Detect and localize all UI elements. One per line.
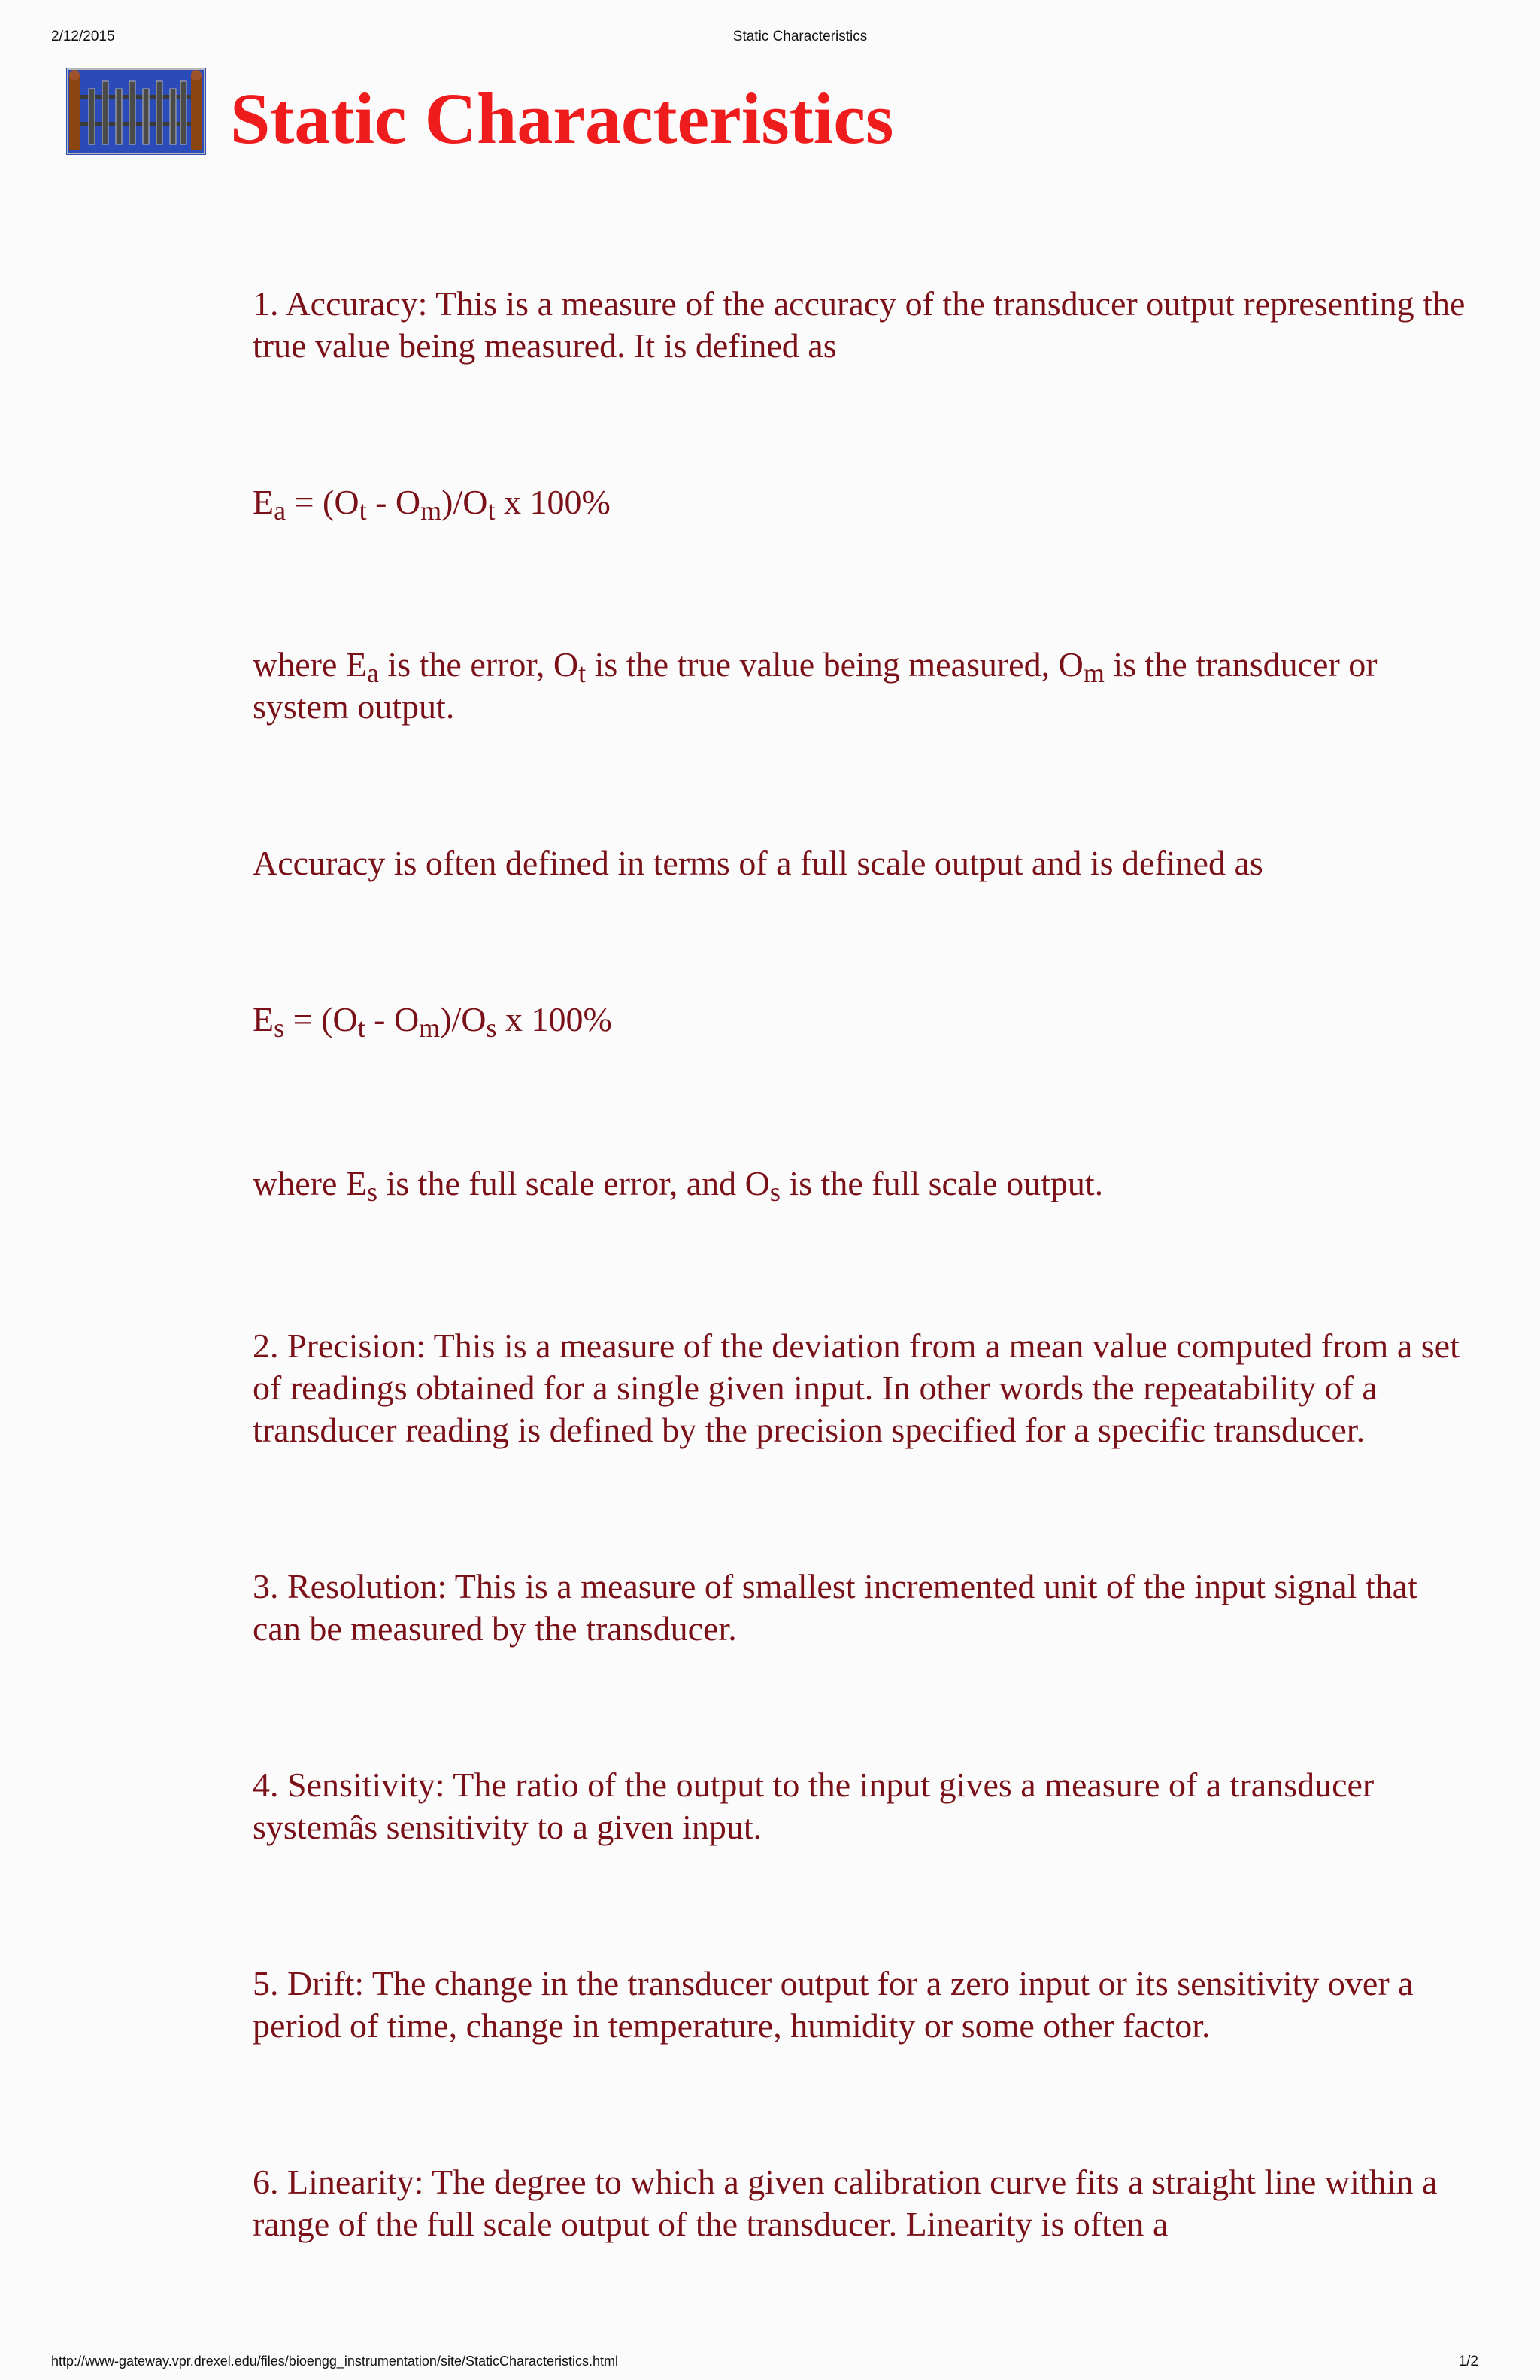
page-url: http://www-gateway.vpr.drexel.edu/files/bioengg_instrumentation/site/StaticCharacteristics.html [51,2354,619,2369]
page-number: 1/2 [1458,2354,1478,2369]
print-footer [0,2354,1540,2372]
main-content [253,283,1471,2245]
fence-icon [66,68,206,155]
precision-paragraph: 2. Precision: This is a measure of the deviation from a mean value computed from a set of readings obtained for a single given input. In other words the repeatability of a transducer reading is defined by the precision specified for a specific transducer. [253,1326,1460,1449]
print-title: Static Characteristics [732,29,868,44]
print-header [0,29,1540,47]
linearity-paragraph: 6. Linearity: The degree to which a given calibration curve fits a straight line within a range of the full scale output of the transducer. Linearity is often a [253,2163,1438,2243]
page-title: Static Characteristics [230,78,894,159]
print-date: 2/12/2015 [51,29,115,44]
drift-paragraph: 5. Drift: The change in the transducer output for a zero input or its sensitivity over a period of time, change in temperature, humidity or some other factor. [253,1964,1414,2045]
full-scale-equation: $E_s = (O_t - O_m)/O_s$ x 100% [253,1000,612,1043]
accuracy-where-paragraph: where $E_a$ is the error, $O_t$ is the true value being measured, $O_m$ is the transducer or system output. [253,645,1378,726]
accuracy-equation: $E_a = (O_t - O_m)/O_t$ x 100% [253,483,611,526]
resolution-paragraph: 3. Resolution: This is a measure of smallest incremented unit of the input signal that can be measured by the transducer. [253,1567,1417,1648]
accuracy-paragraph: 1. Accuracy: This is a measure of the accuracy of the transducer output representing the true value being measured. It is defined as [253,284,1466,365]
full-scale-where-paragraph: where $E_s$ is the full scale error, and $O_s$ is the full scale output. [253,1164,1104,1207]
sensitivity-paragraph: 4. Sensitivity: The ratio of the output to the input gives a measure of a transducer systemâs sensitivity to a given input. [253,1766,1375,1846]
full-scale-paragraph: Accuracy is often defined in terms of a full scale output and is defined as [253,844,1263,882]
